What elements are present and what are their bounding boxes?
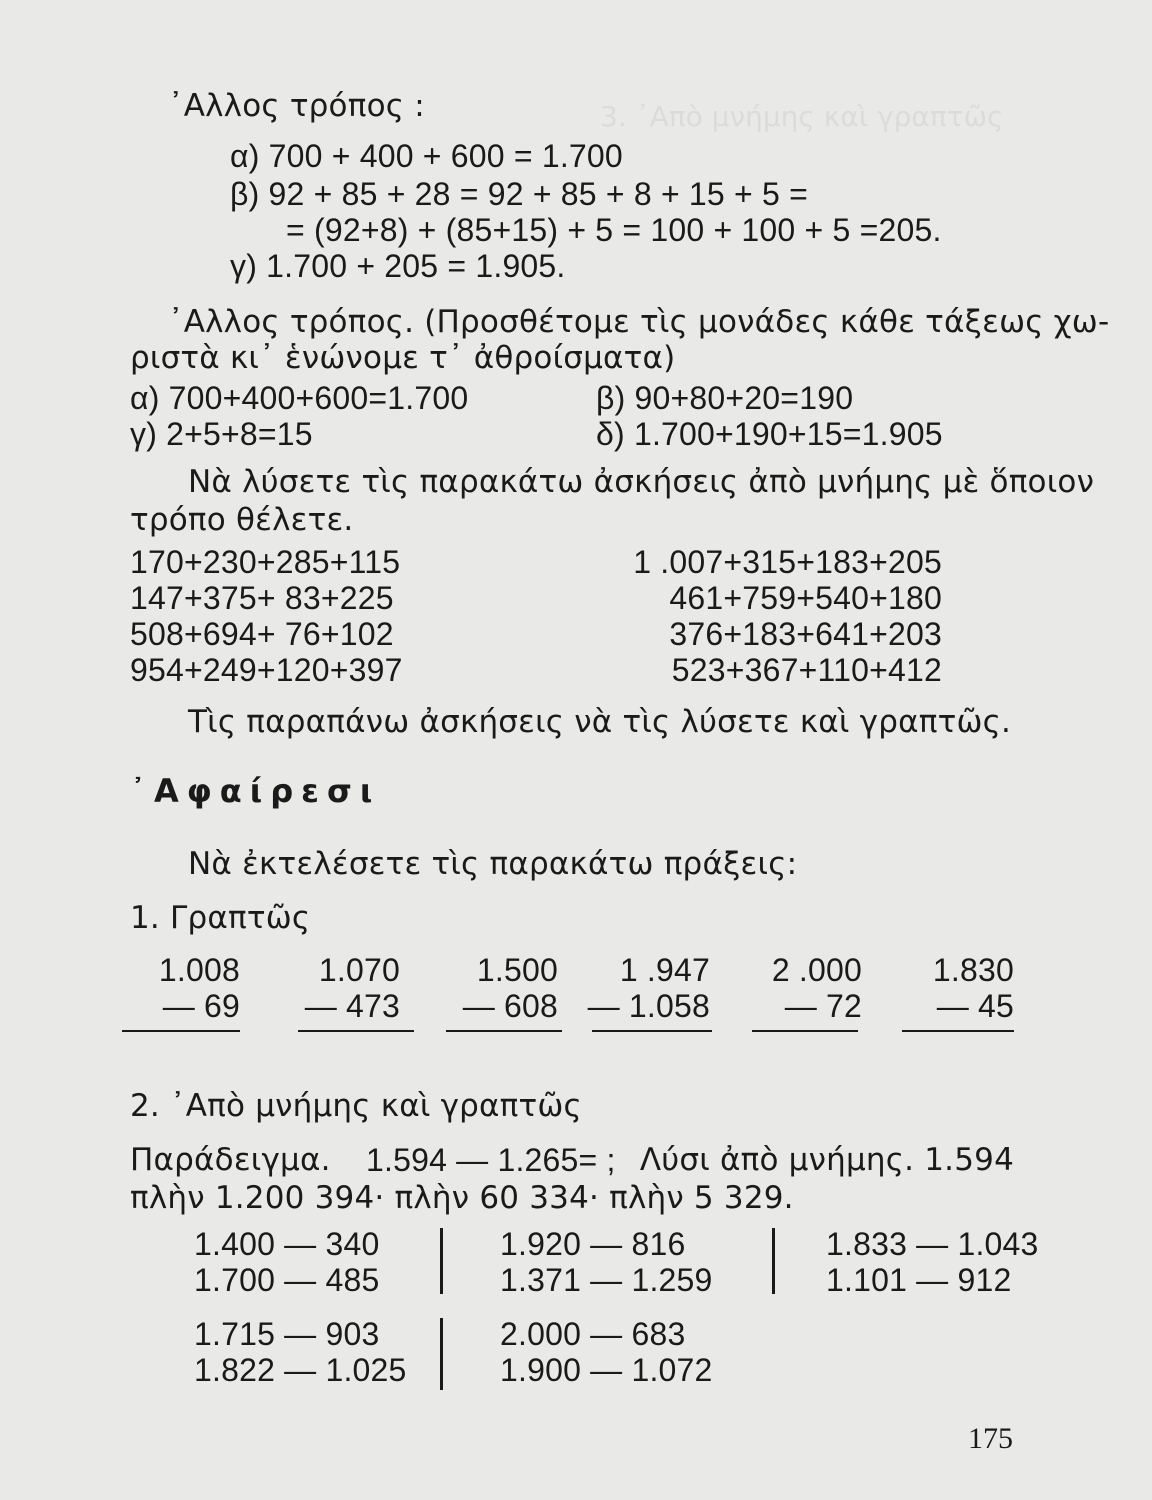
sum-a2: α) 700+400+600=1.700 xyxy=(130,380,469,416)
mem-col2-4: 1.900 — 1.072 xyxy=(500,1352,713,1388)
sum-b2: β) 90+80+20=190 xyxy=(596,380,854,416)
mem-col1-3: 1.715 — 903 xyxy=(194,1316,380,1352)
sub-top-2: 1.070 xyxy=(318,952,400,988)
sum-a: α) 700 + 400 + 600 = 1.700 xyxy=(230,138,623,174)
sub-bottom-1: — 69 xyxy=(162,988,240,1024)
written-instruction: Τὶς παραπάνω ἀσκήσεις νὰ τὶς λύσετε καὶ γραπτῶς. xyxy=(188,704,1012,740)
sub-top-4: 1 .947 xyxy=(619,952,710,988)
mem-col2-1: 1.920 — 816 xyxy=(500,1226,686,1262)
exercise-right-3: 376+183+641+203 xyxy=(669,616,942,652)
sum-b-line2: = (92+8) + (85+15) + 5 = 100 + 100 + 5 =205. xyxy=(286,212,942,248)
sum-g2: γ) 2+5+8=15 xyxy=(130,416,313,452)
alt-method-title-2: ᾽Αλλος τρόπος. (Προσθέτομε τὶς μονάδες κάθε τάξεως χω- xyxy=(168,304,1110,340)
exercise-left-3: 508+694+ 76+102 xyxy=(130,616,394,652)
sum-b-line1: β) 92 + 85 + 28 = 92 + 85 + 8 + 15 + 5 = xyxy=(230,176,808,212)
exercise-right-1: 1 .007+315+183+205 xyxy=(633,544,942,580)
example-solution-cont: πλὴν 1.200 394· πλὴν 60 334· πλὴν 5 329. xyxy=(130,1180,794,1216)
sum-d2: δ) 1.700+190+15=1.905 xyxy=(596,416,943,452)
sub-bottom-2: — 473 xyxy=(304,988,400,1024)
sub-rule-3 xyxy=(446,1030,562,1032)
mem-col2-3: 2.000 — 683 xyxy=(500,1316,686,1352)
exercise-right-2: 461+759+540+180 xyxy=(669,580,942,616)
exercise-left-2: 147+375+ 83+225 xyxy=(130,580,394,616)
mem-col1-4: 1.822 — 1.025 xyxy=(194,1352,407,1388)
exercise-left-4: 954+249+120+397 xyxy=(130,652,403,688)
example-expression: 1.594 — 1.265= ; xyxy=(366,1142,616,1178)
sub-rule-6 xyxy=(902,1030,1014,1032)
section-heading: ᾽Αφαίρεσι xyxy=(130,772,381,810)
divider-bar xyxy=(772,1228,775,1294)
mem-col2-2: 1.371 — 1.259 xyxy=(500,1262,713,1298)
sub-bottom-6: — 45 xyxy=(936,988,1014,1024)
sub-bottom-5: — 72 xyxy=(784,988,862,1024)
alt-method-title-2-cont: ριστὰ κι᾽ ἑνώνομε τ᾽ ἀθροίσματα) xyxy=(130,340,676,376)
sub-top-3: 1.500 xyxy=(476,952,558,988)
sub-rule-1 xyxy=(122,1030,240,1032)
exercise-right-4: 523+367+110+412 xyxy=(671,652,942,688)
sub-bottom-4: — 1.058 xyxy=(587,988,710,1024)
sub-top-6: 1.830 xyxy=(932,952,1014,988)
example-solution: Λύσι ἀπὸ μνήμης. 1.594 xyxy=(639,1142,1014,1178)
sub-rule-2 xyxy=(298,1030,414,1032)
part2-title: 2. ᾽Απὸ μνήμης καὶ γραπτῶς xyxy=(130,1088,582,1124)
mem-col1-1: 1.400 — 340 xyxy=(194,1226,380,1262)
alt-method-title: ᾽Αλλος τρόπος : xyxy=(168,88,425,124)
example-label: Παράδειγμα. xyxy=(130,1142,331,1178)
divider-bar xyxy=(440,1318,443,1390)
exercise-instruction-cont: τρόπο θέλετε. xyxy=(130,502,354,538)
sub-rule-4 xyxy=(592,1030,712,1032)
mem-col3-2: 1.101 — 912 xyxy=(826,1262,1012,1298)
sub-bottom-3: — 608 xyxy=(462,988,558,1024)
sub-top-5: 2 .000 xyxy=(771,952,862,988)
part1-title: 1. Γραπτῶς xyxy=(130,900,311,936)
sub-rule-5 xyxy=(752,1030,858,1032)
mem-col1-2: 1.700 — 485 xyxy=(194,1262,380,1298)
divider-bar xyxy=(440,1228,443,1294)
section-instruction: Νὰ ἐκτελέσετε τὶς παρακάτω πράξεις: xyxy=(188,846,798,882)
sub-top-1: 1.008 xyxy=(158,952,240,988)
bleed-through-text: 3. ᾽Απὸ μνήμης καὶ γραπτῶς xyxy=(600,100,1004,133)
exercise-instruction: Νὰ λύσετε τὶς παρακάτω ἀσκήσεις ἀπὸ μνήμης μὲ ὅποιον xyxy=(188,464,1095,500)
exercise-left-1: 170+230+285+115 xyxy=(130,544,401,580)
sum-g: γ) 1.700 + 205 = 1.905. xyxy=(230,248,566,284)
page-number: 175 xyxy=(968,1422,1013,1455)
mem-col3-1: 1.833 — 1.043 xyxy=(826,1226,1039,1262)
